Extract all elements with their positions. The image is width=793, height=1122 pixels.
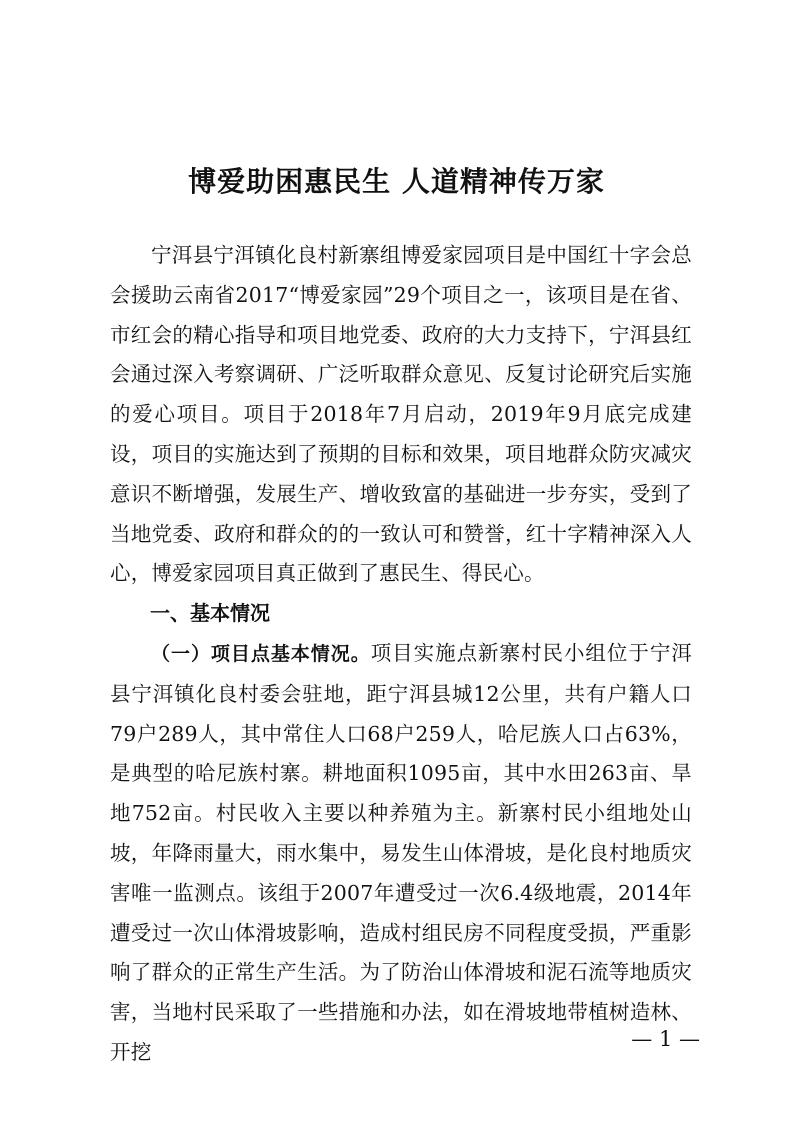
subsection-paragraph xyxy=(110,634,692,1073)
page-number: — 1 — xyxy=(631,1027,700,1051)
intro-paragraph: 宁洱县宁洱镇化良村新寨组博爱家园项目是中国红十字会总会援助云南省2017“博爱家园”29个项目之一，该项目是在省、市红会的精心指导和项目地党委、政府的大力支持下，宁洱县红会通过深入考察调研、广泛听取群众意见、反复讨论研究后实施的爱心项目。项目于2018年7月启动，2019年9月底完成建设，项目的实施达到了预期的目标和效果，项目地群众防灾减灾意识不断增强，发展生产、增收致富的基础进一步夯实，受到了当地党委、政府和群众的的一致认可和赞誉，红十字精神深入人心，博爱家园项目真正做到了惠民生、得民心。 xyxy=(110,243,692,586)
section-heading: 一、基本情况 xyxy=(150,601,270,626)
subsection-text: 项目实施点新寨村民小组位于宁洱县宁洱镇化良村委会驻地，距宁洱县城12公里，共有户籍人口79户289人，其中常住人口68户259人，哈尼族人口占63%，是典型的哈尼族村寨。耕地面积1095亩，其中水田263亩、旱地752亩。村民收入主要以种养殖为主。新寨村民小组地处山坡，年降雨量大，雨水集中，易发生山体滑坡，是化良村地质灾害唯一监测点。该组于2007年遭受过一次6.4级地震，2014年遭受过一次山体滑坡影响，造成村组民房不同程度受损，严重影响了群众的正常生产生活。为了防治山体滑坡和泥石流等地质灾害，当地村民采取了一些措施和办法，如在滑坡地带植树造林、开挖 xyxy=(110,640,693,1064)
document-title: 博爱助困惠民生 人道精神传万家 xyxy=(188,165,605,198)
document-body xyxy=(110,236,692,1073)
subsection-label: （一）项目点基本情况。 xyxy=(151,642,371,665)
